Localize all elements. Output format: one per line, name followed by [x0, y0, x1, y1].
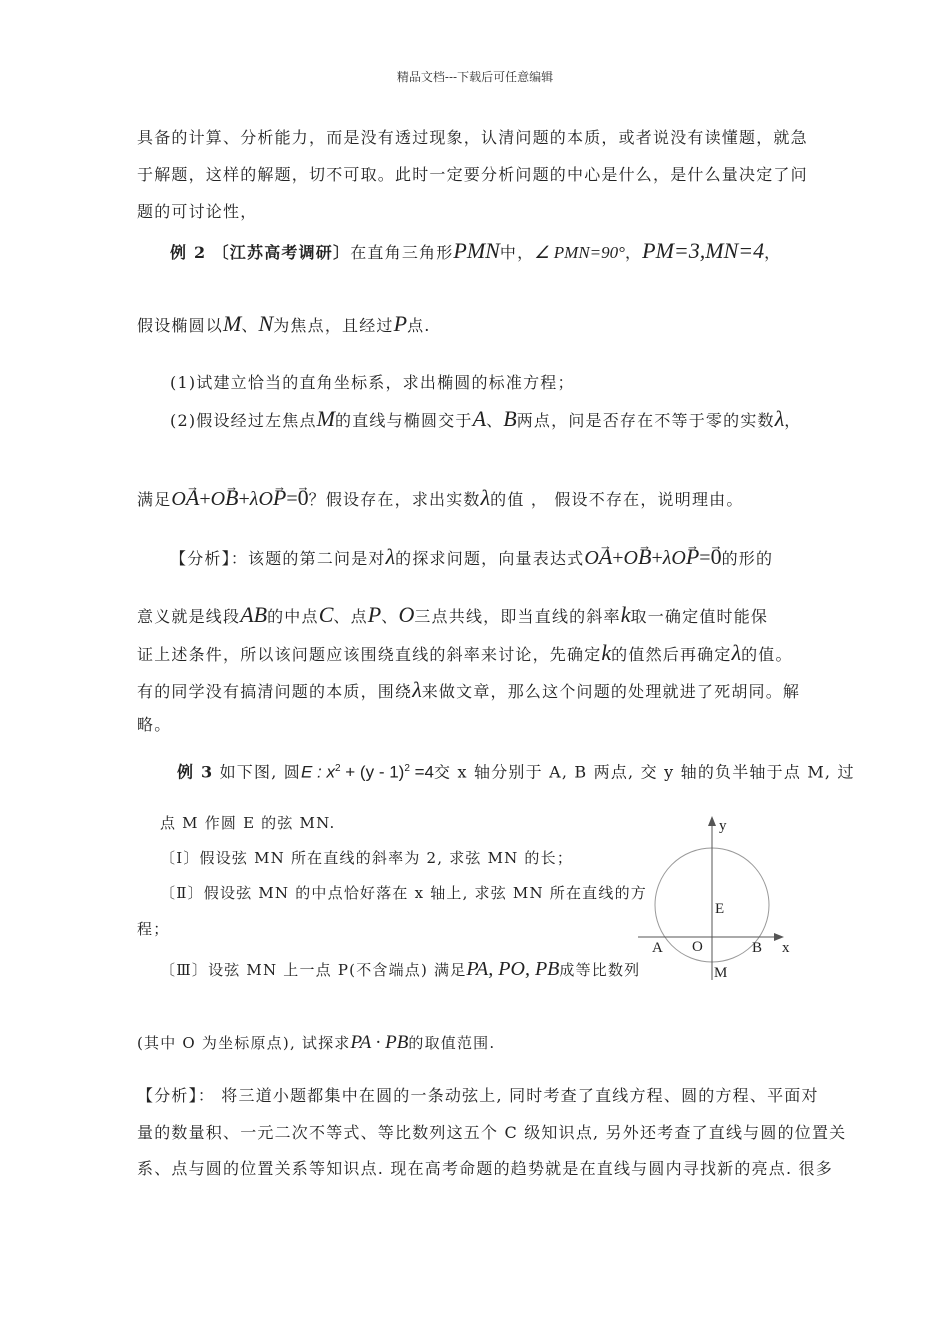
text: ： 将三道小题都集中在圆的一条动弦上, 同时考查了直线方程、圆的方程、平面对 [197, 1086, 819, 1105]
label-m: M [714, 965, 728, 981]
label-a: A [652, 940, 663, 956]
example-3-question-3-cont [137, 1032, 495, 1054]
text: 交 x 轴分别于 A, B 两点, 交 y 轴的负半轴于点 M, 过 [434, 762, 855, 782]
example-2-condition [137, 487, 744, 511]
text: 有的同学没有搞清问题的本质，围绕 [137, 682, 413, 701]
math-lambda-o: λO [662, 547, 686, 569]
example-2-ellipse-line [137, 313, 431, 337]
math-k: k [601, 640, 612, 665]
example-2-label: 例 2 [170, 243, 207, 262]
math-square: 2 [335, 763, 341, 774]
analysis-2-line-3 [137, 642, 793, 666]
analysis-tag: 【分析】 [170, 549, 231, 568]
label-x: x [782, 940, 790, 956]
text: ， [784, 411, 802, 430]
math-lambda: λ [480, 485, 491, 510]
math-m: M [316, 406, 335, 431]
math-c: C [318, 602, 334, 627]
text: 的值。 [741, 645, 793, 664]
math-plus: + [612, 547, 624, 569]
text: 假设椭圆以 [137, 316, 224, 335]
math-n: N [258, 311, 274, 336]
analysis-2-line-5: 略。 [137, 715, 172, 734]
analysis-2-line-4 [137, 679, 800, 703]
intro-line-2: 于解题，这样的解题，切不可取。此时一定要分析问题的中心是什么，是什么量决定了问 [137, 165, 808, 184]
analysis-2-line-1 [170, 546, 773, 570]
text: 点. [407, 316, 431, 335]
math-plus: + [651, 547, 663, 569]
math-lambda: λ [774, 406, 785, 431]
math-plus: + [238, 488, 250, 510]
text: 、 [241, 316, 259, 335]
math-lambda: λ [412, 677, 422, 702]
text: ， [624, 243, 643, 262]
math-p: P [367, 602, 382, 627]
text: 证上述条件，所以该问题应该围绕直线的斜率来讨论，先确定 [137, 645, 602, 664]
intro-line-1: 具备的计算、分析能力，而是没有透过现象，认清问题的本质，或者说没有读懂题，就急 [137, 128, 808, 147]
example-3-line-2: 点 M 作圆 E 的弦 MN. [160, 814, 336, 832]
math-pa-dot-pb: PA · PB [350, 1032, 409, 1053]
text: 〔Ⅲ〕设弦 MN 上一点 P(不含端点) 满足 [160, 961, 467, 979]
math-pmn: PMN [453, 238, 500, 263]
text: ？假设存在，求出实数 [308, 490, 481, 509]
math-o: O [398, 602, 415, 627]
analysis-3-line-2: 量的数量积、一元二次不等式、等比数列这五个 C 级知识点, 另外还考查了直线与圆的位置关 [137, 1123, 847, 1142]
text: 来做文章，那么这个问题的处理就进了死胡同。解 [421, 682, 801, 701]
example-3-statement [177, 758, 855, 783]
vector-zero: → 0 [711, 546, 722, 568]
math-plus: + [199, 488, 211, 510]
text: 如下图, 圆 [219, 762, 301, 782]
text: 的值然后再确定 [611, 645, 732, 664]
text: 为焦点，且经过 [273, 316, 394, 335]
text: 的中点 [267, 607, 319, 626]
math-ab: AB [240, 602, 268, 627]
text: 的形的 [721, 549, 774, 568]
label-e: E [715, 901, 725, 917]
example-2-question-1: (1)试建立恰当的直角坐标系，求出椭圆的标准方程； [170, 373, 575, 392]
math-p: P [393, 311, 408, 336]
analysis-3-line-3: 系、点与圆的位置关系等知识点. 现在高考命题的趋势就是在直线与圆内寻找新的亮点. 很多 [137, 1159, 833, 1178]
math-lengths: PM=3,MN=4 [642, 238, 765, 263]
example-3-question-2-cont: 程； [137, 920, 170, 938]
math-lambda-o: λO [249, 488, 273, 510]
math-b: B [503, 406, 517, 431]
label-y: y [719, 818, 727, 834]
math-o: O [171, 488, 186, 510]
math-circle-eq: =4 [409, 762, 434, 782]
text: 的直线与椭圆交于 [335, 411, 473, 430]
analysis-tag: 【分析】 [137, 1086, 198, 1105]
vector-a: → A [186, 487, 199, 509]
example-3-question-2: 〔Ⅱ〕假设弦 MN 的中点恰好落在 x 轴上, 求弦 MN 所在直线的方 [160, 884, 647, 902]
vector-b: → B [225, 487, 238, 509]
analysis-3-line-1 [137, 1085, 819, 1107]
text: 两点，问是否存在不等于零的实数 [516, 411, 775, 430]
example-3-label: 例 3 [177, 762, 214, 782]
example-2-statement [170, 240, 781, 264]
example-3-question-3 [160, 958, 640, 981]
y-axis-arrow [708, 816, 716, 826]
math-angle: ∠ PMN=90° [534, 243, 625, 262]
math-o: O [623, 547, 638, 569]
text: 中， [499, 243, 535, 262]
math-k: k [620, 602, 631, 627]
text: 成等比数列 [559, 961, 641, 979]
text: 、 [486, 411, 504, 430]
vector-b: → B [638, 546, 651, 568]
text: 满足 [137, 490, 172, 509]
text: 的取值范围. [408, 1034, 496, 1052]
math-o: O [210, 488, 226, 510]
text: 的值 ， 假设不存在，说明理由。 [490, 490, 744, 509]
math-square: 2 [404, 763, 410, 774]
vector-a: → A [599, 546, 612, 568]
circle-figure [630, 810, 810, 990]
page-header: 精品文档---下载后可任意编辑 [396, 70, 554, 84]
intro-line-3: 题的可讨论性， [137, 202, 258, 221]
math-circle-eq: + (y - 1) [340, 762, 405, 782]
text: 、点 [333, 607, 368, 626]
text: 意义就是线段 [137, 607, 241, 626]
label-b: B [752, 940, 763, 956]
vector-zero: → 0 [298, 487, 309, 509]
math-lambda: λ [731, 640, 742, 665]
text: 三点共线，即当直线的斜率 [414, 607, 621, 626]
math-m: M [223, 311, 242, 336]
vector-p: → P [273, 487, 286, 509]
text: ， [764, 243, 782, 262]
math-equals: = [699, 547, 711, 569]
math-a: A [472, 406, 487, 431]
math-pa-po-pb: PA, PO, PB [466, 958, 560, 980]
text: 的探求问题，向量表达式 [395, 549, 585, 568]
text: ：该题的第二问是对 [230, 549, 386, 568]
example-2-source: 〔江苏高考调研〕 [212, 243, 351, 262]
text: (2)假设经过左焦点 [170, 411, 317, 430]
text: (其中 O 为坐标原点), 试探求 [137, 1034, 351, 1052]
text: 取一确定值时能保 [630, 607, 769, 626]
math-equals: = [286, 488, 298, 510]
math-circle-eq: E : x [300, 762, 335, 782]
example-2-question-2 [170, 408, 801, 432]
math-lambda: λ [385, 544, 396, 569]
vector-p: → P [686, 546, 699, 568]
analysis-2-line-2 [137, 604, 768, 628]
text: 在直角三角形 [350, 243, 454, 262]
example-3-question-1: 〔Ⅰ〕假设弦 MN 所在直线的斜率为 2, 求弦 MN 的长； [160, 849, 574, 867]
math-o: O [584, 547, 599, 569]
text: 、 [381, 607, 399, 626]
label-o: O [692, 939, 703, 955]
